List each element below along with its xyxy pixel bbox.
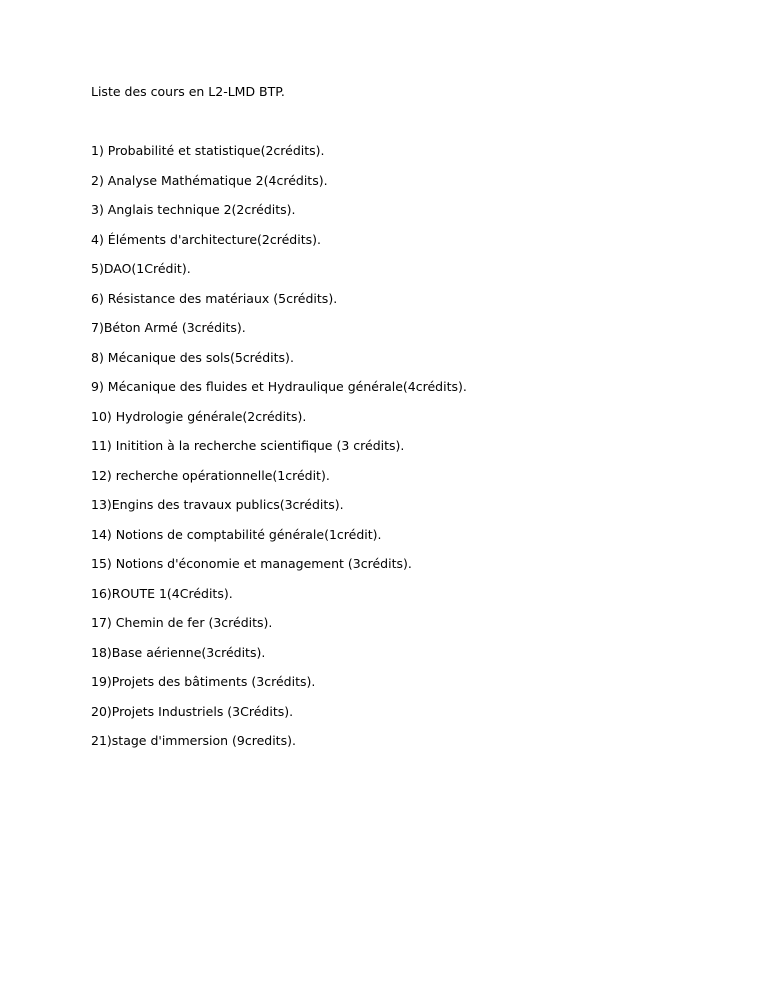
list-item: 7)Béton Armé (3crédits). [91,320,246,335]
list-item: 12) recherche opérationnelle(1crédit). [91,467,330,483]
list-item: 11) Initition à la recherche scientifique (3 crédits). [91,438,405,453]
list-item: 4) Éléments d'architecture(2crédits). [91,231,321,247]
list-item: 21)stage d'immersion (9credits). [91,733,296,748]
list-item: 5)DAO(1Crédit). [91,261,191,276]
list-item: 10) Hydrologie générale(2crédits). [91,408,307,424]
list-item: 17) Chemin de fer (3crédits). [91,615,273,630]
list-item: 18)Base aérienne(3crédits). [91,644,266,660]
list-item: 1) Probabilité et statistique(2crédits). [91,143,325,158]
course-list [91,143,467,763]
list-item: 8) Mécanique des sols(5crédits). [91,349,294,365]
list-item: 6) Résistance des matériaux (5crédits). [91,290,338,306]
list-item: 19)Projets des bâtiments (3crédits). [91,674,316,689]
document-title: Liste des cours en L2-LMD BTP. [91,84,285,99]
list-item: 14) Notions de comptabilité générale(1crédit). [91,526,382,542]
list-item: 9) Mécanique des fluides et Hydraulique générale(4crédits). [91,379,467,394]
list-item: 15) Notions d'économie et management (3crédits). [91,556,412,571]
list-item: 2) Analyse Mathématique 2(4crédits). [91,172,328,188]
list-item: 20)Projets Industriels (3Crédits). [91,703,294,719]
list-item: 13)Engins des travaux publics(3crédits). [91,497,344,512]
list-item: 3) Anglais technique 2(2crédits). [91,202,296,217]
list-item: 16)ROUTE 1(4Crédits). [91,585,233,601]
